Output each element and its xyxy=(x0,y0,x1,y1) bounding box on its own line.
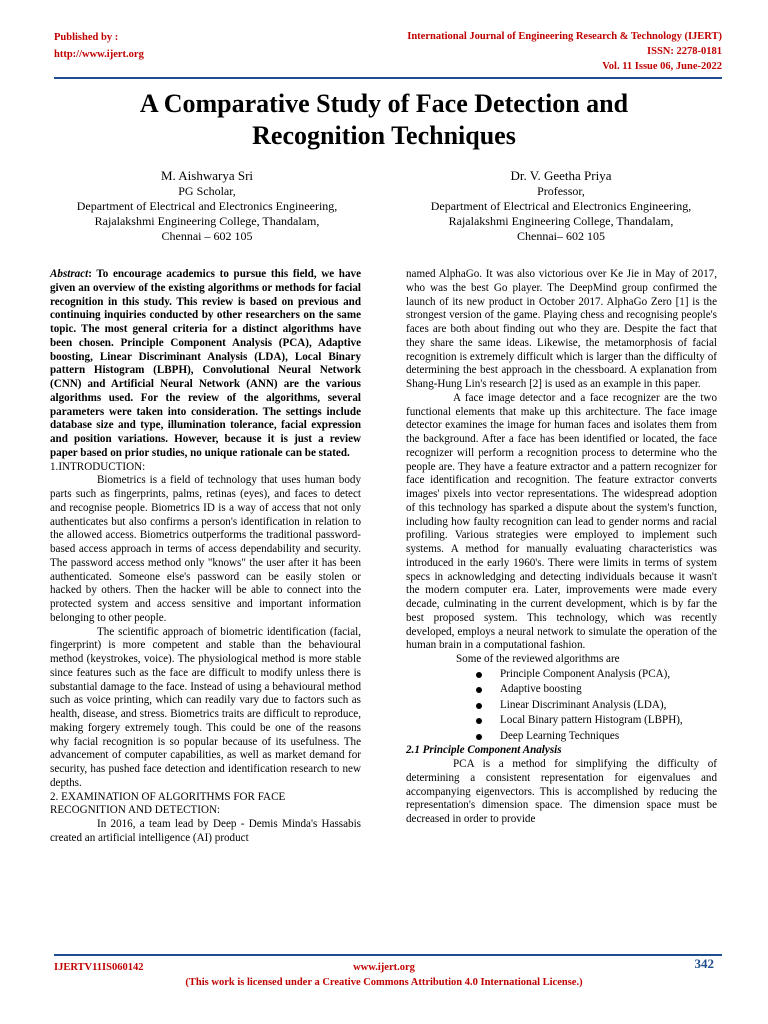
author-name: Dr. V. Geetha Priya xyxy=(510,168,612,183)
algorithm-list-intro: Some of the reviewed algorithms are xyxy=(456,653,620,665)
introduction-heading: 1.INTRODUCTION: xyxy=(50,460,146,473)
author-college: Rajalakshmi Engineering College, Thandalam, xyxy=(448,214,674,228)
subsection-2-1-heading: 2.1 Principle Component Analysis xyxy=(406,744,562,757)
list-item-text: Deep Learning Techniques xyxy=(500,729,620,742)
author-college: Rajalakshmi Engineering College, Thandalam, xyxy=(94,214,320,228)
list-item xyxy=(476,713,717,729)
paper-id: IJERTV11IS060142 xyxy=(54,962,144,973)
footer-site-link[interactable]: www.ijert.org xyxy=(353,962,415,973)
volume-issue: Vol. 11 Issue 06, June-2022 xyxy=(602,61,722,72)
section-2-paragraph-2: A face image detector and a face recognizer are the two functional elements that make up this architecture. The face image detector examines the image for human faces and isolates them from the background. After a face has been identified or located, the face recognizer will perform a recognition process to determine who the people are. They have a feature extractor and a pattern recognizer for face identification and recognition. The feature extractor converts images' pixels into vector representations. The widespread adoption of this technology has sparked a dispute about the system's function, including how faulty recognition can lead to gender norms and racial profiling. Various strategies were employed to implement such systems. A method for manually evaluating characteristics was introduced in the early 1960's. There were limits in terms of system specs in acknowledging and detecting individuals because it wasn't the modern computer era. Later, improvements were made every decade, culminating in the current development, which is by far the best proposed system. This technology, which was recently developed, employs a neural network to simulate the operation of the human brain in a computational fashion. xyxy=(406,391,717,652)
publisher-block xyxy=(54,29,144,63)
list-item-text: Linear Discriminant Analysis (LDA), xyxy=(500,698,667,711)
bullet-icon xyxy=(476,672,482,678)
introduction-paragraph-1: Biometrics is a field of technology that uses human body parts such as fingerprints, palms, retinas (eyes), and faces to detect and recognise people. Biometrics ID is a way of access that not only authenticates but also confirms a person's identification in relation to the allowed access. Biometrics outperforms the traditional password-based access approach in terms of access dependability and security. The password access method only "knows" the user after it has been authenticated. Someone else's password can be easily stolen or hacked by others. Then the hacker will be able to connect into the protected system and access sensitive and important information belonging to other people. xyxy=(50,474,361,624)
author-role: Professor, xyxy=(537,184,585,198)
author-role: PG Scholar, xyxy=(178,184,236,198)
author-block-2 xyxy=(408,168,714,244)
title-line-2: Recognition Techniques xyxy=(252,121,516,150)
list-item xyxy=(476,729,717,745)
title-line-1: A Comparative Study of Face Detection and xyxy=(139,89,629,118)
pca-paragraph: PCA is a method for simplifying the difficulty of determining a consistent representation for eigenvalues and accompanying eigenvectors. This is accomplished by reducing the representation's dimension space. The dimension space must be decreased in order to provide xyxy=(406,758,717,825)
section-2-paragraph-continued: named AlphaGo. It was also victorious over Ke Jie in May of 2017, who was the best Go player. The DeepMind group confirmed the launch of its new product in October 2017. AlphaGo Zero [1] is the strongest version of the game. Playing chess and recognising people's faces are both about finding out who they are. Despite the fact that they share the same ideas. Likewise, the metamorphosis of facial recognition is extremely difficult which is larger than the difficulty of determining the best approach in the chessboard. A explanation from Shang-Hung Lin's research [2] is used as an example in this paper. xyxy=(406,268,717,390)
license-notice: (This work is licensed under a Creative Commons Attribution 4.0 International License.) xyxy=(185,977,583,988)
author-name: M. Aishwarya Sri xyxy=(160,168,254,183)
algorithm-list xyxy=(406,667,717,745)
page-number: 342 xyxy=(694,956,714,971)
list-item-text: Local Binary pattern Histogram (LBPH), xyxy=(500,714,683,727)
author-city: Chennai– 602 105 xyxy=(517,229,605,243)
list-item xyxy=(476,698,717,714)
abstract-text: : To encourage academics to pursue this field, we have given an overview of the existing algorithms or methods for facial recognition in this study. This review is based on previous and continuing inquiries conducted by other researchers on the same topic. The most general criteria for a distinct algorithms have been chosen. Principle Component Analysis (PCA), Adaptive boosting, Linear Discriminant Analysis (LDA), Local Binary pattern Histogram (LBPH), Convolutional Neural Network (CNN) and Artificial Neural Network (ANN) are the various algorithms used. For the review of the algorithms, several parameters were taken into consideration. The settings include database size and type, illumination tolerance, facial expression and position variations. However, because it is just a review paper based on prior studies, no unique rationale can be stated. xyxy=(50,268,361,459)
bullet-icon xyxy=(476,703,482,709)
bullet-icon xyxy=(476,687,482,693)
section-2-paragraph-1: In 2016, a team lead by Deep - Demis Minda's Hassabis created an artificial intelligence (AI) product xyxy=(50,818,361,844)
issn: ISSN: 2278-0181 xyxy=(647,46,722,57)
bullet-icon xyxy=(476,718,482,724)
header-divider xyxy=(54,77,722,79)
list-item-text: Adaptive boosting xyxy=(500,683,582,696)
section-2-heading-line-2: RECOGNITION AND DETECTION: xyxy=(50,804,221,817)
journal-name: International Journal of Engineering Research & Technology (IJERT) xyxy=(407,31,722,42)
section-2-heading-line-1: 2. EXAMINATION OF ALGORITHMS FOR FACE xyxy=(50,790,286,803)
list-item-text: Principle Component Analysis (PCA), xyxy=(500,667,671,680)
journal-info xyxy=(407,29,722,74)
paper-title xyxy=(40,88,728,152)
author-block-1 xyxy=(54,168,360,244)
publisher-url-link[interactable]: http://www.ijert.org xyxy=(54,49,144,60)
author-department: Department of Electrical and Electronics Engineering, xyxy=(76,199,338,213)
footer-divider xyxy=(54,954,722,956)
author-city: Chennai – 602 105 xyxy=(161,229,253,243)
bullet-icon xyxy=(476,734,482,740)
left-column xyxy=(50,268,361,846)
author-department: Department of Electrical and Electronics Engineering, xyxy=(430,199,692,213)
published-by-label: Published by : xyxy=(54,32,119,43)
abstract-paragraph xyxy=(50,268,361,461)
list-item xyxy=(476,667,717,683)
right-column xyxy=(406,268,717,827)
list-item xyxy=(476,682,717,698)
abstract-label: Abstract xyxy=(50,268,89,280)
introduction-paragraph-2: The scientific approach of biometric identification (facial, fingerprint) is more competent and stable than the behavioural method (keystrokes, voice). The physiological method is more stable since features such as the face are difficult to modify unless there is substantial damage to the face. Instead of using a behavioural method such as voice printing, which can readily vary due to factors such as health, disease, and stress. Biometrics traits are difficult to reproduce, making forgery extremely tough. This could be one of the reasons why facial recognition is so popular because of its usefulness. The advancement of computer capabilities, as well as market demand for security, has pushed face detection and identification research to new depths. xyxy=(50,625,361,789)
